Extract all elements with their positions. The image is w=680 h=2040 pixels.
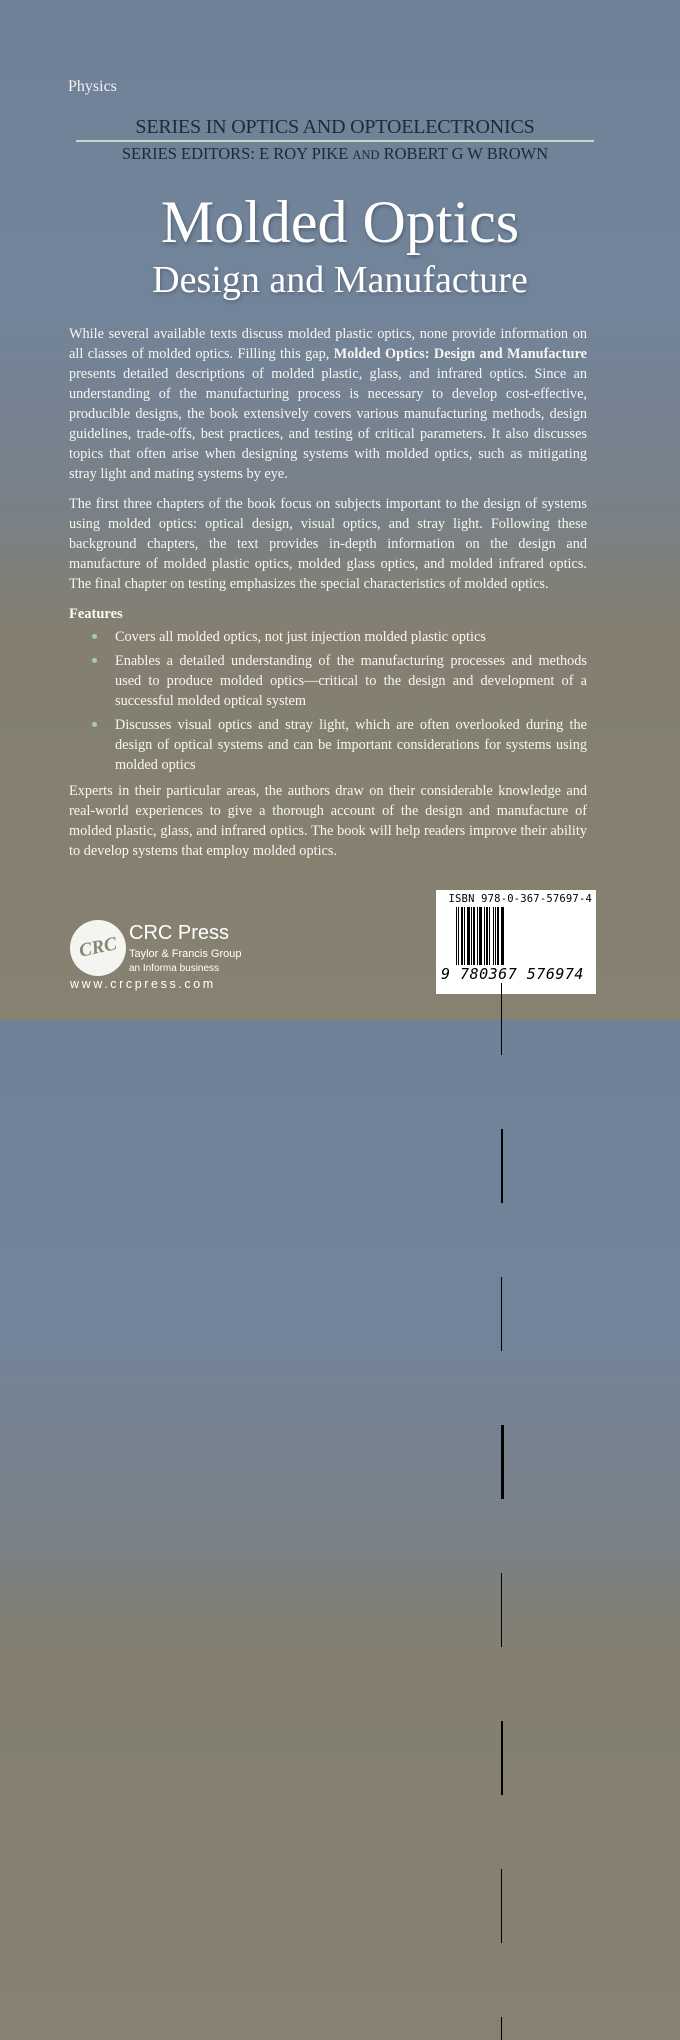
series-editors: [76, 145, 594, 164]
publisher-url[interactable]: www.crcpress.com: [70, 977, 216, 991]
feature-item: [69, 651, 587, 711]
feature-text: Enables a detailed understanding of the manufacturing processes and methods used to produce molded optics—critical to the design and development of a successful molded optical system: [115, 653, 587, 709]
isbn-label: ISBN 978-0-367-57697-4: [448, 893, 592, 905]
p1-text-b: presents detailed descriptions of molded plastic, glass, and infrared optics. Since an understanding of the manufacturing process is necessary to develop cost-effective, producible designs, the book extensively covers various manufacturing methods, design guidelines, trade-offs, best practices, and testing of critical parameters. It also discusses topics that often arise when designing systems with molded optics, such as mitigating stray light and mating systems by eye.: [69, 366, 587, 482]
ean-digits: [440, 967, 592, 981]
series-editors-suffix: ROBERT G W BROWN: [379, 144, 549, 163]
ean-digits-text: 9 780367 576974: [441, 965, 584, 983]
series-editors-and: AND: [352, 148, 380, 162]
feature-text: Discusses visual optics and stray light, which are often overlooked during the design of optical systems and can be important considerations for systems using molded optics: [115, 717, 587, 773]
isbn-barcode: [436, 890, 596, 994]
crc-logo-icon: [70, 920, 126, 976]
series-editors-prefix: SERIES EDITORS: E ROY PIKE: [121, 144, 353, 163]
description-paragraph-1: [69, 324, 587, 484]
book-title: Molded Optics: [160, 189, 520, 255]
publisher-block: [129, 922, 241, 976]
bullet-icon: [92, 634, 97, 639]
feature-item: [69, 715, 587, 775]
publisher-name: CRC Press: [129, 922, 230, 944]
subject-label: Physics: [68, 78, 117, 95]
features-list: [69, 627, 587, 779]
series-title: SERIES IN OPTICS AND OPTOELECTRONICS: [135, 116, 535, 138]
bullet-icon: [92, 722, 97, 727]
feature-item: [69, 627, 587, 647]
series-block: [76, 116, 594, 164]
p1-text-a: While several available texts discuss molded plastic optics, none provide information on all classes of molded optics. Filling this gap,: [69, 326, 587, 362]
crc-logo-text: CRC: [77, 933, 119, 962]
p1-bold-title: Molded Optics: Design and Manufacture: [333, 346, 587, 362]
bullet-icon: [92, 658, 97, 663]
publisher-informa: an Informa business: [129, 963, 220, 974]
description-paragraph-2: The first three chapters of the book focus on subjects important to the design of systems using molded optics: optical design, visual optics, and stray light. Following these background chapters, the text provides in-depth information on the design and manufacture of molded plastic optics, molded glass optics, and molded infrared optics. The final chapter on testing emphasizes the special characteristics of molded optics.: [69, 496, 587, 592]
book-subtitle: Design and Manufacture: [152, 259, 528, 301]
features-heading: Features: [69, 606, 123, 622]
feature-text: Covers all molded optics, not just injection molded plastic optics: [115, 629, 486, 645]
description-paragraph-3: Experts in their particular areas, the authors draw on their considerable knowledge and real-world experiences to give a thorough account of the design and manufacture of molded plastic, glass, and infrared optics. The book will help readers improve their ability to develop systems that employ molded optics.: [69, 783, 587, 859]
series-divider: [76, 140, 594, 142]
publisher-group: Taylor & Francis Group: [129, 948, 242, 960]
